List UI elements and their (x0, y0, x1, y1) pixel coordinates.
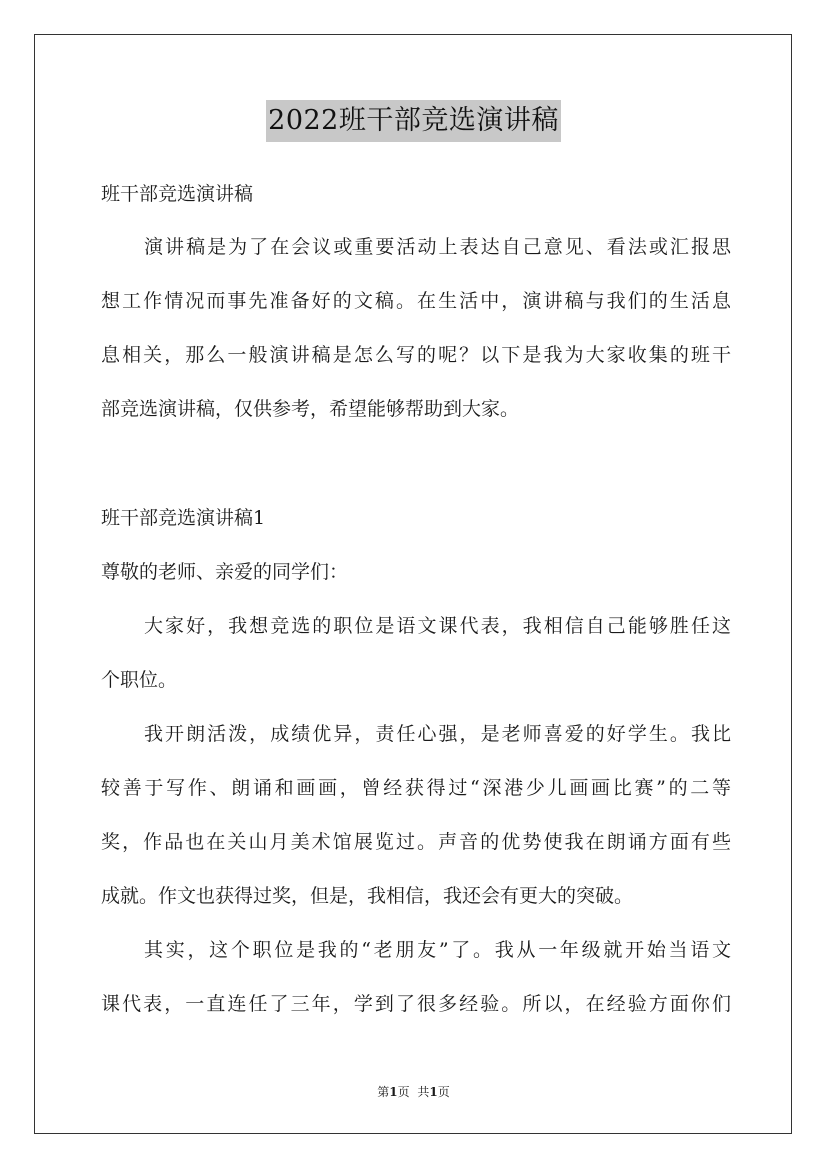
page-footer (0, 1083, 827, 1101)
para2-line-4: 成就。作文也获得过奖，但是，我相信，我还会有更大的突破。 (101, 885, 634, 907)
intro-line-4: 部竞选演讲稿，仅供参考，希望能够帮助到大家。 (101, 398, 520, 420)
page-number: 1 (389, 1085, 398, 1099)
intro-line-2: 想工作情况而事先准备好的文稿。在生活中，演讲稿与我们的生活息 (101, 290, 731, 312)
para1-line-2: 个职位。 (101, 669, 178, 691)
page-suffix: 页 (397, 1085, 410, 1099)
total-prefix: 共 (417, 1085, 430, 1099)
para2-line-1: 我开朗活泼，成绩优异，责任心强，是老师喜爱的好学生。我比 (144, 723, 731, 745)
intro-line-1: 演讲稿是为了在会议或重要活动上表达自己意见、看法或汇报思 (144, 236, 731, 258)
section-heading: 班干部竞选演讲稿1 (101, 507, 266, 529)
para3-line-1: 其实，这个职位是我的“老朋友”了。我从一年级就开始当语文 (144, 939, 731, 961)
para1-line-1: 大家好，我想竞选的职位是语文课代表，我相信自己能够胜任这 (144, 615, 731, 637)
subtitle: 班干部竞选演讲稿 (101, 183, 254, 205)
total-suffix: 页 (437, 1085, 450, 1099)
document-title (0, 100, 827, 142)
title-text: 2022班干部竞选演讲稿 (266, 100, 561, 142)
para2-line-3: 奖，作品也在关山月美术馆展览过。声音的优势使我在朗诵方面有些 (101, 831, 731, 853)
greeting: 尊敬的老师、亲爱的同学们： (101, 561, 349, 583)
total-pages: 1 (429, 1085, 438, 1099)
para2-line-2: 较善于写作、朗诵和画画，曾经获得过“深港少儿画画比赛”的二等 (101, 777, 731, 799)
para3-line-2: 课代表，一直连任了三年，学到了很多经验。所以，在经验方面你们 (101, 993, 731, 1015)
intro-line-3: 息相关，那么一般演讲稿是怎么写的呢？以下是我为大家收集的班干 (101, 344, 731, 366)
page-prefix: 第 (377, 1085, 390, 1099)
